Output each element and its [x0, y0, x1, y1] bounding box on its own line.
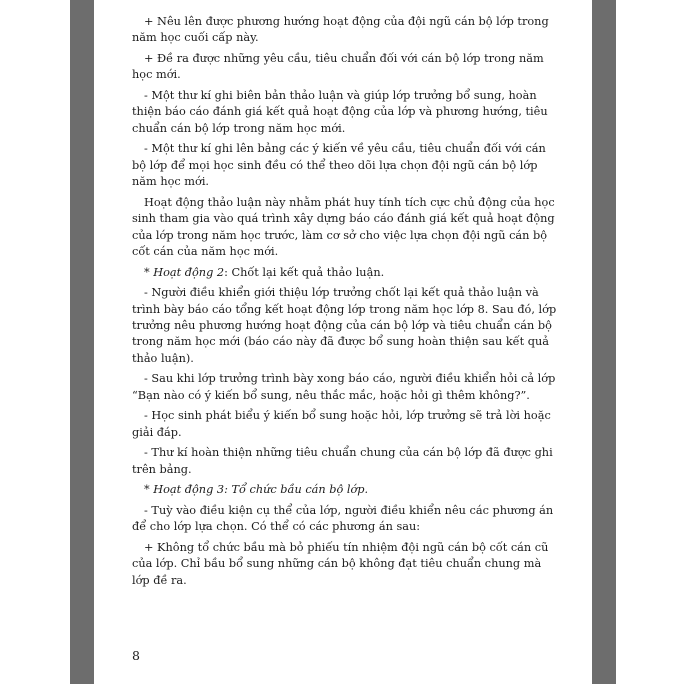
page-number: 8	[132, 648, 140, 663]
left-margin-bar	[70, 0, 94, 684]
paragraph-secretary-finalize: - Thư kí hoàn thiện những tiêu chuẩn chung của cán bộ lớp đã được ghi trên bảng.	[132, 446, 553, 476]
paragraph-leader-report: - Người điều khiển giới thiệu lớp trưởng chốt lại kết quả thảo luận và trình bày báo cáo tổng kết hoạt động lớp trong năm học lớp 8. Sau đó, lớp trưởng nêu phương hướng hoạt động của cán bộ lớp và tiêu chuẩn cán bộ trong năm học mới (báo cáo này đã được bổ sung hoàn thiện sau kết quả thảo luận).	[132, 286, 557, 365]
paragraph-secretary-board: - Một thư kí ghi lên bảng các ý kiến về yêu cầu, tiêu chuẩn đối với cán bộ lớp để mọi học sinh đều có thể theo dõi lựa chọn đội ngũ cán bộ lớp năm học mới.	[132, 142, 546, 189]
activity-2-label: * Hoạt động 2	[144, 265, 225, 279]
paragraph-students-respond: - Học sinh phát biểu ý kiến bổ sung hoặc hỏi, lớp trưởng sẽ trả lời hoặc giải đáp.	[132, 409, 551, 439]
heading-activity-2	[132, 265, 557, 281]
paragraph-secretary-minutes: - Một thư kí ghi biên bản thảo luận và giúp lớp trưởng bổ sung, hoàn thiện báo cáo đánh giá kết quả hoạt động của lớp và phương hướng, tiêu chuẩn cán bộ lớp trong năm học mới.	[132, 89, 548, 135]
right-margin-bar	[592, 0, 616, 684]
page-body-text	[132, 14, 557, 593]
book-page	[94, 0, 592, 684]
paragraph-option-no-election: + Không tổ chức bầu mà bỏ phiếu tín nhiệm đội ngũ cán bộ cốt cán cũ của lớp. Chỉ bầu bổ sung những cán bộ không đạt tiêu chuẩn chung mà lớp đề ra.	[132, 541, 549, 587]
heading-activity-3: * Hoạt động 3: Tổ chức bầu cán bộ lớp.	[144, 483, 369, 497]
paragraph-bullet-direction: + Nêu lên được phương hướng hoạt động của đội ngũ cán bộ lớp trong năm học cuối cấp này.	[132, 15, 549, 45]
activity-2-title: : Chốt lại kết quả thảo luận.	[224, 265, 385, 279]
paragraph-discussion-purpose: Hoạt động thảo luận này nhằm phát huy tính tích cực chủ động của học sinh tham gia vào quá trình xây dựng báo cáo đánh giá kết quả hoạt động của lớp trong năm học trước, làm cơ sở cho việc lựa chọn đội ngũ cán bộ cốt cán của năm học mới.	[132, 195, 555, 259]
paragraph-after-report: - Sau khi lớp trưởng trình bày xong báo cáo, người điều khiển hỏi cả lớp “Bạn nào có ý kiến bổ sung, nêu thắc mắc, hoặc hỏi gì thêm không?”.	[132, 372, 556, 402]
paragraph-bullet-requirements: + Đề ra được những yêu cầu, tiêu chuẩn đối với cán bộ lớp trong năm học mới.	[132, 52, 544, 82]
paragraph-options-intro: - Tuỳ vào điều kiện cụ thể của lớp, người điều khiển nêu các phương án để cho lớp lựa chọn. Có thể có các phương án sau:	[132, 504, 554, 534]
